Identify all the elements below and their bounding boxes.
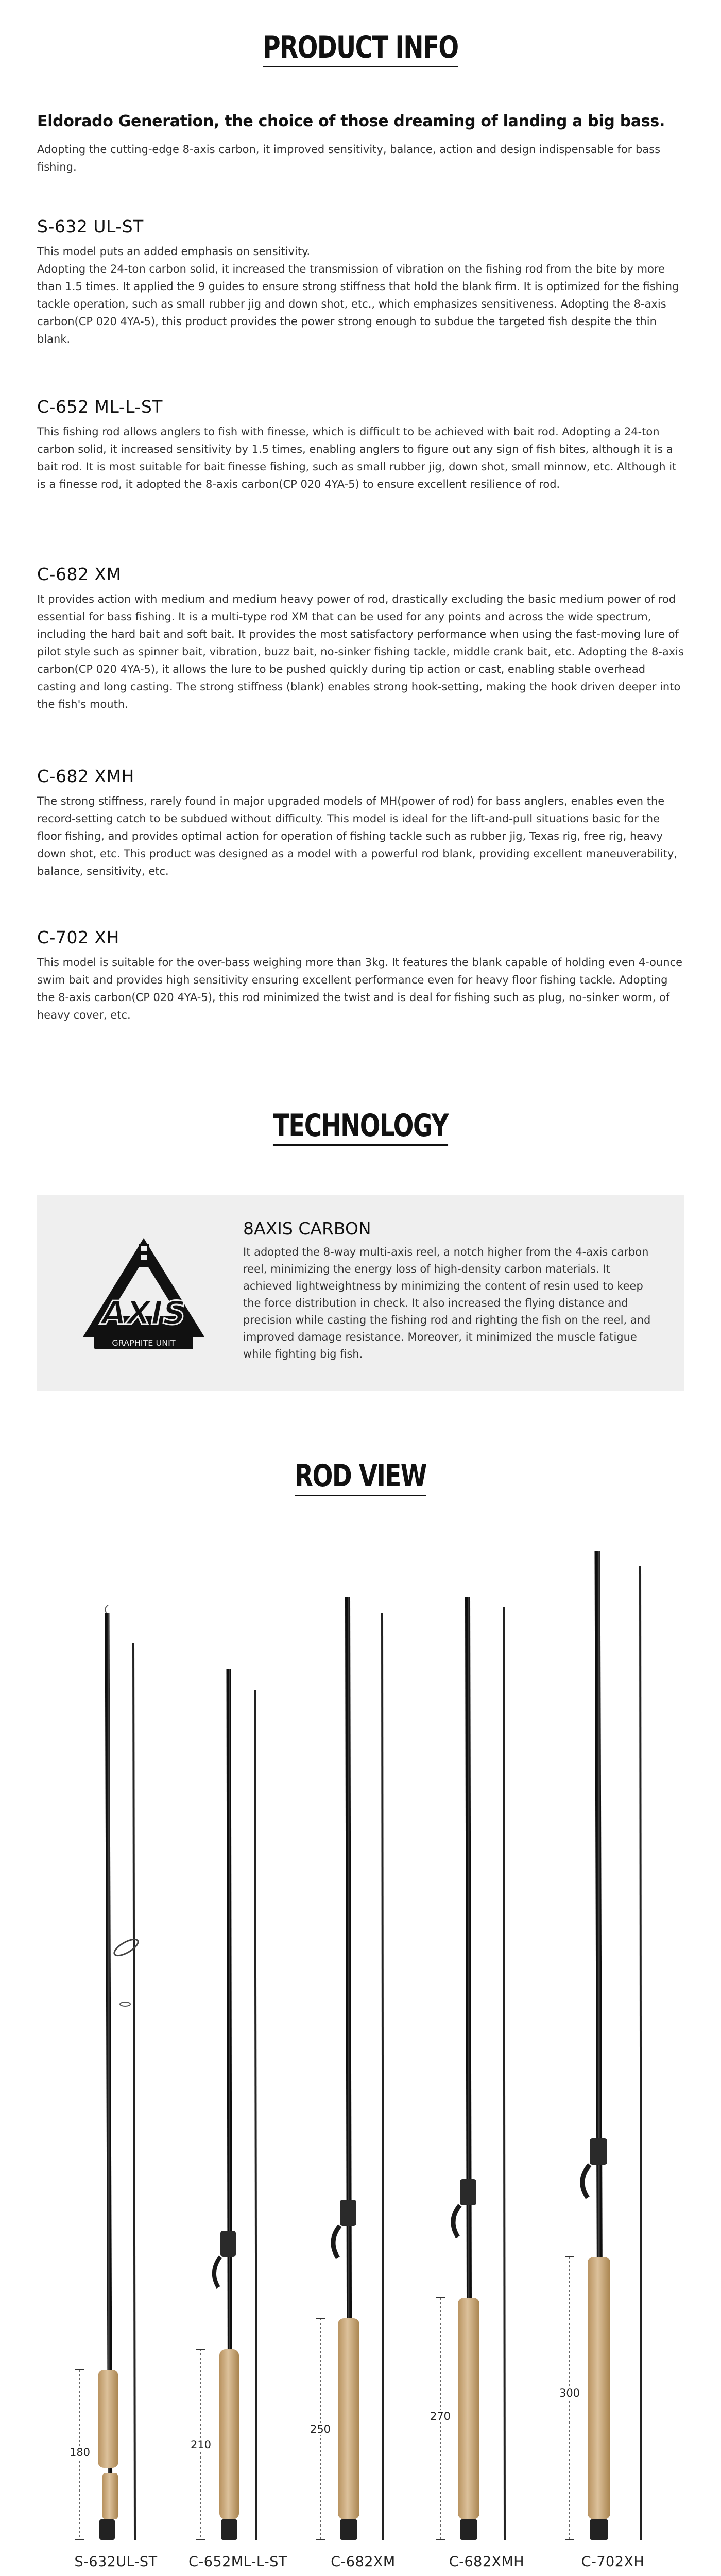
- rod-c652ml-l-st: [196, 1669, 256, 2540]
- handle-length-label: 270: [430, 2410, 451, 2422]
- logo-text: AXIS: [101, 1294, 186, 1332]
- handle-length-label: 300: [559, 2387, 580, 2399]
- model-description: The strong stiffness, rarely found in major upgraded models of MH(power of rod) for bass anglers, enables even the record-setting catch to be subdued without difficulty. This model is ideal for the lift-and-pull situations basic for the floor fishing, and provides optimal action for operation of fishing tackle such as rubber jig, Texas rig, free rig, heavy down shot, etc. This product was designed as a model with a powerful rod blank, providing excellent maneuverability, balance, sensitivity, etc.: [37, 795, 678, 877]
- lead-heading: Eldorado Generation, the choice of those dreaming of landing a big bass.: [37, 112, 665, 130]
- rod-label: S-632UL-ST: [74, 2554, 158, 2570]
- technology-heading: 8AXIS CARBON: [243, 1218, 371, 1239]
- handle-length-label: 180: [69, 2446, 91, 2459]
- rod-view-title: ROD VIEW: [79, 1461, 642, 1496]
- model-description: It provides action with medium and medium heavy power of rod, drastically excluding the basic medium power of rod essential for bass fishing. It is a multi-type rod XM that can be used for any points and across the wide spectrum, including the hard bait and soft bait. It provides the most satisfactory performance when using the fast-moving lure of pilot style such as spinner bait, vibration, buzz bait, no-sinker fishing tackle, middle crank bait, etc. Adopting the 8-axis carbon(CP 020 4YA-5), it allows the lure to be pushed quickly during tip action or cast, enabling stable overhead casting and long casting. The strong stiffness (blank) enables strong hook-setting, making the hook driven deeper into the fish's mouth.: [37, 593, 684, 710]
- rod-c682xmh: [436, 1597, 505, 2540]
- rod-c682xm: [316, 1597, 383, 2540]
- model-name: C-652 ML-L-ST: [37, 397, 163, 417]
- technology-description: It adopted the 8-way multi-axis reel, a notch higher from the 4-axis carbon reel, minimizing the energy loss of high-density carbon materials. It achieved lightweightness by minimizing the content of resin used to keep the force distribution in check. It also increased the flying distance and precision while casting the fishing rod and righting the fish on the reel, and improved damage resistance. Moreover, it minimized the muscle fatigue while fighting big fish.: [243, 1246, 651, 1360]
- model-name: S-632 UL-ST: [37, 216, 144, 236]
- logo-subtext: GRAPHITE UNIT: [112, 1338, 176, 1348]
- rod-label: C-682XMH: [449, 2554, 525, 2570]
- handle-length-label: 210: [190, 2438, 212, 2451]
- model-description: This model puts an added emphasis on sensitivity. Adopting the 24-ton carbon solid, it increased the transmission of vibration on the fishing rod from the bite by more than 1.5 times. It applied the 9 guides to ensure strong stiffness that hold the blank firm. It is optimized for the fishing tackle operation, such as small rubber jig and down shot, etc., which emphasizes sensitiveness. Adopting the 8-axis carbon(CP 020 4YA-5), this product provides the power strong enough to subdue the targeted fish despite the thin blank.: [37, 245, 679, 345]
- rod-label: C-682XM: [331, 2554, 396, 2570]
- model-description: This fishing rod allows anglers to fish with finesse, which is difficult to be achieved with bait rod. Adopting a 24-ton carbon solid, it increased sensitivity by 1.5 times, enabling anglers to figure out any sign of fish bites, although it is a bait rod. It is most suitable for bait finesse fishing, such as small rubber jig, down shot, small minnow, etc. Although it is a finesse rod, it adopted the 8-axis carbon(CP 020 4YA-5) to ensure excellent resilience of rod.: [37, 426, 677, 490]
- rod-label: C-702XH: [581, 2554, 645, 2570]
- product-info-title: PRODUCT INFO: [79, 32, 642, 67]
- model-description: This model is suitable for the over-bass weighing more than 3kg. It features the blank capable of holding even 4-ounce swim bait and provides high sensitivity ensuring excellent performance even for heavy floor fishing tackle. Adopting the 8-axis carbon(CP 020 4YA-5), this rod minimized the twist and is deal for fishing such as plug, no-sinker worm, of heavy cover, etc.: [37, 956, 683, 1021]
- model-name: C-682 XM: [37, 564, 122, 584]
- technology-title: TECHNOLOGY: [79, 1110, 642, 1146]
- lead-description: Adopting the cutting-edge 8-axis carbon, it improved sensitivity, balance, action and design indispensable for bass fishing.: [37, 143, 661, 173]
- model-name: C-682 XMH: [37, 766, 134, 786]
- model-name: C-702 XH: [37, 927, 119, 947]
- handle-length-label: 250: [310, 2423, 331, 2435]
- rod-s632ul-st: [75, 1605, 141, 2540]
- rod-label: C-652ML-L-ST: [188, 2554, 287, 2570]
